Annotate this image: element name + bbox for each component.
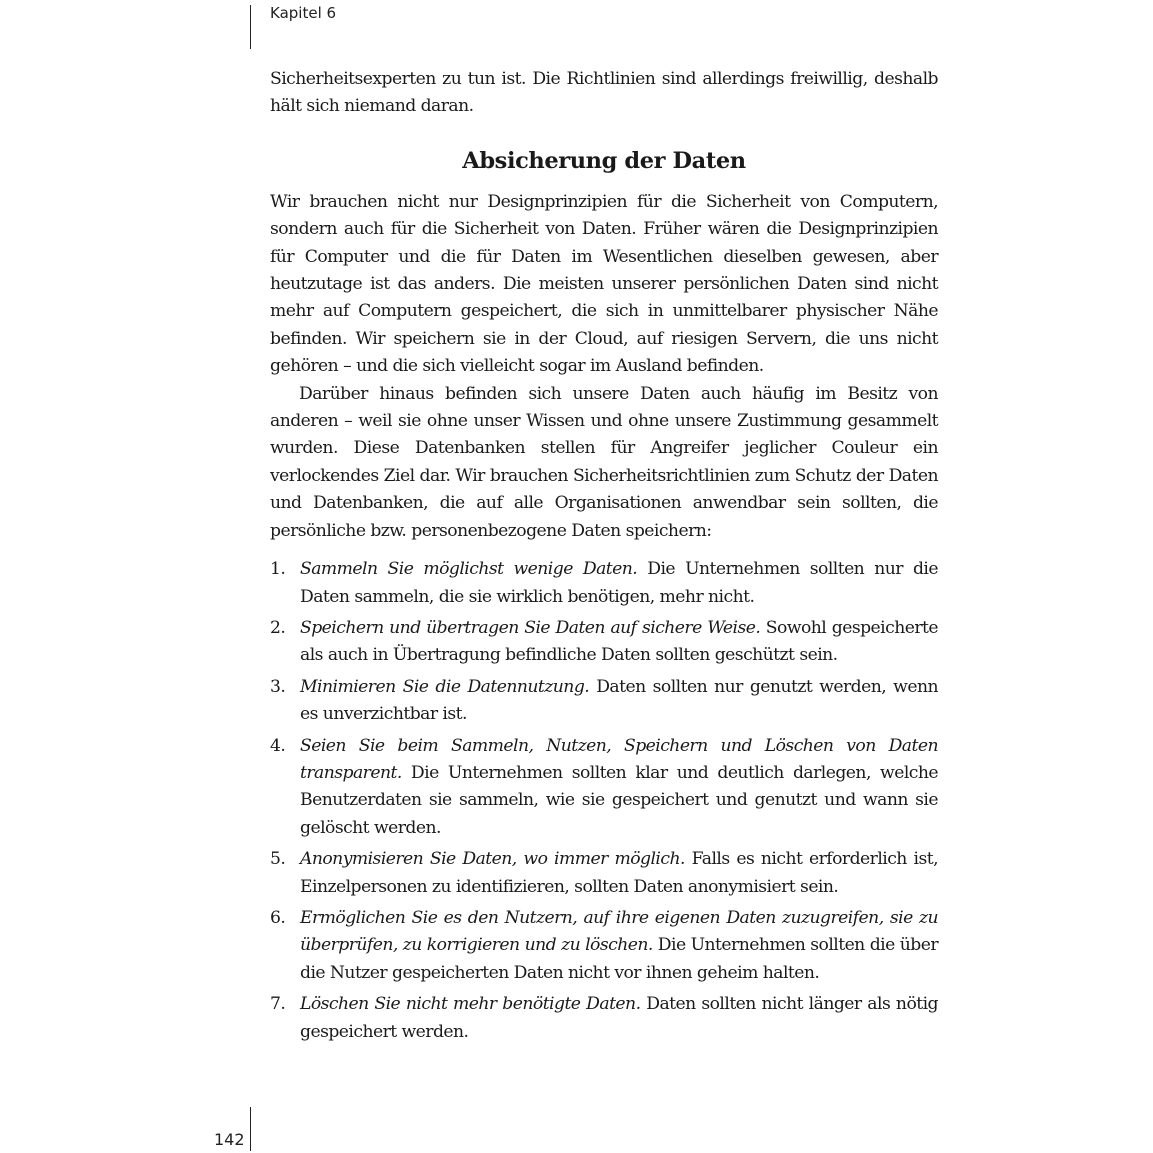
- list-item-text: Daten sollten nur genutzt werden, wenn es unverzichtbar ist.: [300, 676, 938, 725]
- list-item-title: Speichern und übertragen Sie Daten auf sichere Weise.: [300, 617, 761, 638]
- list-item-number: 3.: [270, 676, 286, 697]
- body-paragraph: Darüber hinaus befinden sich unsere Daten auch häufig im Besitz von anderen – weil sie ohne unser Wissen und ohne unsere Zustimmung gesammelt wurden. Diese Datenbanken stellen für Angreifer jeglicher Couleur ein verlockendes Ziel dar. Wir brauchen Sicherheitsrichtlinien zum Schutz der Daten und Datenbanken, die auf alle Organisationen anwendbar sein sollten, die persönliche bzw. personenbezogene Daten speichern:: [270, 383, 938, 541]
- page-number: 142: [214, 1130, 245, 1149]
- running-header: Kapitel 6: [270, 4, 337, 22]
- list-item-number: 5.: [270, 849, 286, 870]
- list-item-number: 1.: [270, 559, 286, 580]
- intro-paragraph: Sicherheitsexperten zu tun ist. Die Richtlinien sind allerdings freiwillig, deshalb hält sich niemand daran.: [270, 69, 938, 117]
- list-item-title: Sammeln Sie möglichst wenige Daten.: [300, 559, 638, 580]
- list-item-title: Seien Sie beim Sammeln, Nutzen, Speichern und Löschen von Daten transparent.: [300, 735, 938, 783]
- list-item: [270, 615, 938, 670]
- list-item-title: Minimieren Sie die Datennutzung.: [300, 676, 590, 697]
- list-item: [270, 905, 938, 987]
- list-item-text: Die Unternehmen sollten klar und deutlich darlegen, welche Benutzerdaten sie sammeln, wie sie gespeichert und genutzt und wann sie gelöscht werden.: [300, 762, 938, 838]
- list-item-text: Falls es nicht erforderlich ist, Einzelpersonen zu identifizieren, sollten Daten anonymisiert sein.: [300, 849, 938, 897]
- list-item-number: 7.: [270, 994, 286, 1015]
- list-item-title: Löschen Sie nicht mehr benötigte Daten.: [300, 994, 641, 1015]
- list-item: [270, 556, 938, 611]
- list-item-number: 2.: [270, 617, 286, 638]
- list-item-text: Die Unternehmen sollten die über die Nutzer gespeicherten Daten nicht vor ihnen geheim halten.: [300, 935, 938, 983]
- list-item-text: Die Unternehmen sollten nur die Daten sammeln, die sie wirklich benötigen, mehr nicht.: [300, 559, 938, 607]
- list-item-text: Sowohl gespeicherte als auch in Übertragung befindliche Daten sollten geschützt sein.: [300, 617, 938, 666]
- list-item: [270, 991, 938, 1046]
- page-body: [270, 66, 938, 1050]
- section-heading: Absicherung der Daten: [462, 147, 746, 174]
- list-item-number: 4.: [270, 735, 286, 756]
- list-item: [270, 674, 938, 729]
- list-item-title: Anonymisieren Sie Daten, wo immer möglich.: [300, 849, 685, 870]
- list-item: [270, 733, 938, 843]
- list-item: [270, 846, 938, 901]
- list-item-number: 6.: [270, 907, 286, 928]
- list-item-text: Daten sollten nicht länger als nötig gespeichert werden.: [300, 994, 938, 1042]
- list-item-title: Ermöglichen Sie es den Nutzern, auf ihre eigenen Daten zuzugreifen, sie zu überprüfen, zu korrigieren und zu löschen.: [300, 907, 938, 956]
- footer-rule: [250, 1107, 251, 1151]
- body-paragraph: Wir brauchen nicht nur Designprinzipien für die Sicherheit von Computern, sondern auch für die Sicherheit von Daten. Früher wären die Designprinzipien für Computer und die für Daten im Wesentlichen dieselben gewesen, aber heutzutage ist das anders. Die meisten unserer persönlichen Daten sind nicht mehr auf Computern gespeichert, die sich in unmittelbarer physischer Nähe befinden. Wir speichern sie in der Cloud, auf riesigen Servern, die uns nicht gehören – und die sich vielleicht sogar im Ausland befinden.: [270, 191, 938, 377]
- numbered-list: [270, 556, 938, 1046]
- header-rule: [250, 5, 251, 49]
